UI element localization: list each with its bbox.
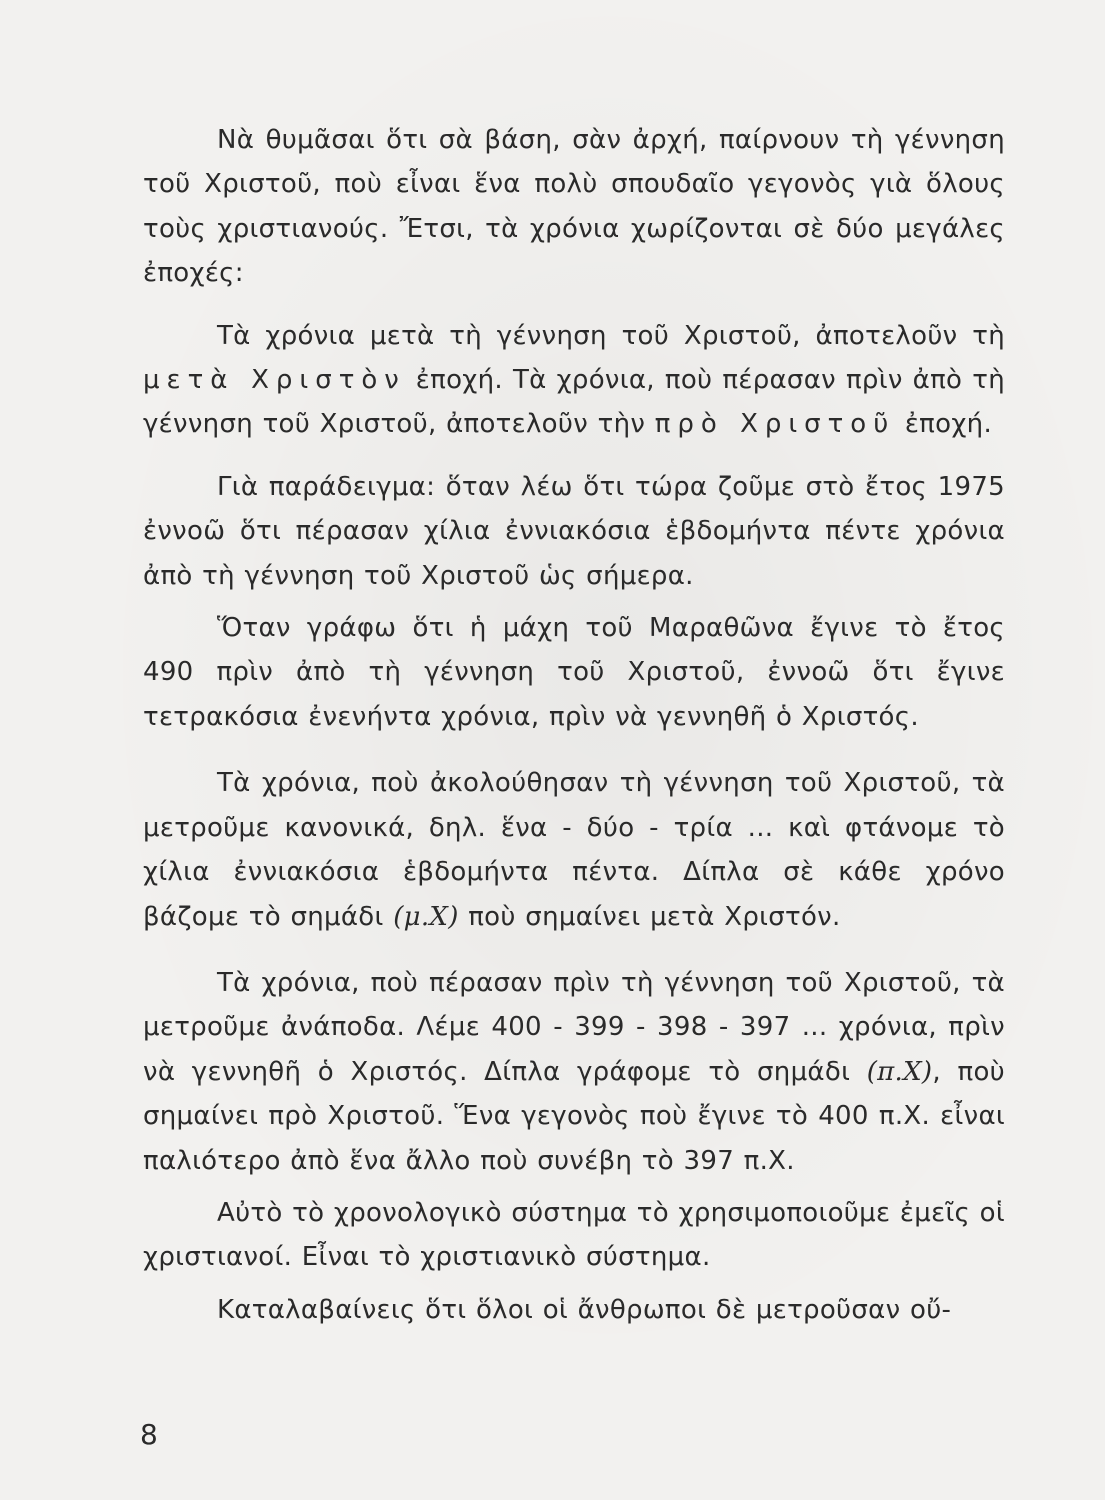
paragraph-1: Νὰ θυμᾶσαι ὅτι σὰ βάση, σὰν ἀρχή, παίρνουν τὴ γέννηση τοῦ Χριστοῦ, ποὺ εἶναι ἕνα πολὺ σπουδαῖο γεγονὸς γιὰ ὅλους τοὺς χριστιανούς. Ἔτσι, τὰ χρόνια χωρίζονται σὲ δύο μεγάλες ἐποχές: bbox=[143, 125, 1005, 289]
paragraph-2 bbox=[143, 314, 1005, 447]
spaced-term-pro-christou: πρὸ Χριστοῦ bbox=[654, 409, 896, 440]
symbol-px: (π.Χ) bbox=[866, 1056, 933, 1087]
symbol-mx: (μ.Χ) bbox=[393, 901, 459, 932]
spaced-term-meta-christon: μετὰ Χριστὸν bbox=[143, 365, 406, 396]
page-number: 8 bbox=[140, 1418, 158, 1451]
paragraph-6-part-2: , ποὺ σημαίνει πρὸ Χριστοῦ. Ἕνα γεγονὸς ποὺ ἔγινε τὸ 400 π.Χ. εἶναι παλιότερο ἀπὸ ἕνα ἄλλο ποὺ συνέβη τὸ 397 π.Χ. bbox=[143, 1056, 1005, 1176]
paragraph-5-part-1: Τὰ χρόνια, ποὺ ἀκολούθησαν τὴ γέννηση τοῦ Χριστοῦ, τὰ μετροῦμε κανονικά, δηλ. ἕνα - δύο - τρία ... καὶ φτάνομε τὸ χίλια ἐννιακόσια ἑβδομήντα πέντα. Δίπλα σὲ κάθε χρόνο βάζομε τὸ σημάδι bbox=[143, 768, 1005, 932]
paragraph-5-part-2: ποὺ σημαίνει μετὰ Χριστόν. bbox=[458, 901, 841, 932]
paragraph-6-part-1: Τὰ χρόνια, ποὺ πέρασαν πρὶν τὴ γέννηση τοῦ Χριστοῦ, τὰ μετροῦμε ἀνάποδα. Λέμε 400 - 399 - 398 - 397 ... χρόνια, πρὶν νὰ γεννηθῆ ὁ Χριστός. Δίπλα γράφομε τὸ σημάδι bbox=[143, 967, 1005, 1087]
paragraph-2-part-3: ἐποχή. bbox=[895, 409, 993, 440]
paragraph-8: Καταλαβαίνεις ὅτι ὅλοι οἱ ἄνθρωποι δὲ μετροῦσαν οὔ- bbox=[217, 1294, 952, 1325]
paragraph-2-part-1: Τὰ χρόνια μετὰ τὴ γέννηση τοῦ Χριστοῦ, ἀποτελοῦν τὴ bbox=[217, 320, 1005, 351]
paragraph-4: Ὅταν γράφω ὅτι ἡ μάχη τοῦ Μαραθῶνα ἔγινε τὸ ἔτος 490 πρὶν ἀπὸ τὴ γέννηση τοῦ Χριστοῦ, ἐννοῶ ὅτι ἔγινε τετρακόσια ἐνενήντα χρόνια, πρὶν νὰ γεννηθῆ ὁ Χριστός. bbox=[143, 613, 1005, 732]
paragraph-7: Αὐτὸ τὸ χρονολογικὸ σύστημα τὸ χρησιμοποιοῦμε ἐμεῖς οἱ χριστιανοί. Εἶναι τὸ χριστιανικὸ σύστημα. bbox=[143, 1197, 1005, 1273]
paragraph-3: Γιὰ παράδειγμα: ὅταν λέω ὅτι τώρα ζοῦμε στὸ ἔτος 1975 ἐννοῶ ὅτι πέρασαν χίλια ἐννιακόσια ἑβδομήντα πέντε χρόνια ἀπὸ τὴ γέννηση τοῦ Χριστοῦ ὡς σήμερα. bbox=[143, 471, 1005, 591]
paragraph-2-part-2: ἐποχή. Τὰ χρόνια, ποὺ πέρασαν πρὶν ἀπὸ τὴ γέννηση τοῦ Χριστοῦ, ἀποτελοῦν τὴν bbox=[143, 365, 1006, 440]
paragraph-5 bbox=[143, 761, 1005, 939]
paragraph-6 bbox=[143, 961, 1005, 1183]
text-body bbox=[143, 118, 1005, 1332]
